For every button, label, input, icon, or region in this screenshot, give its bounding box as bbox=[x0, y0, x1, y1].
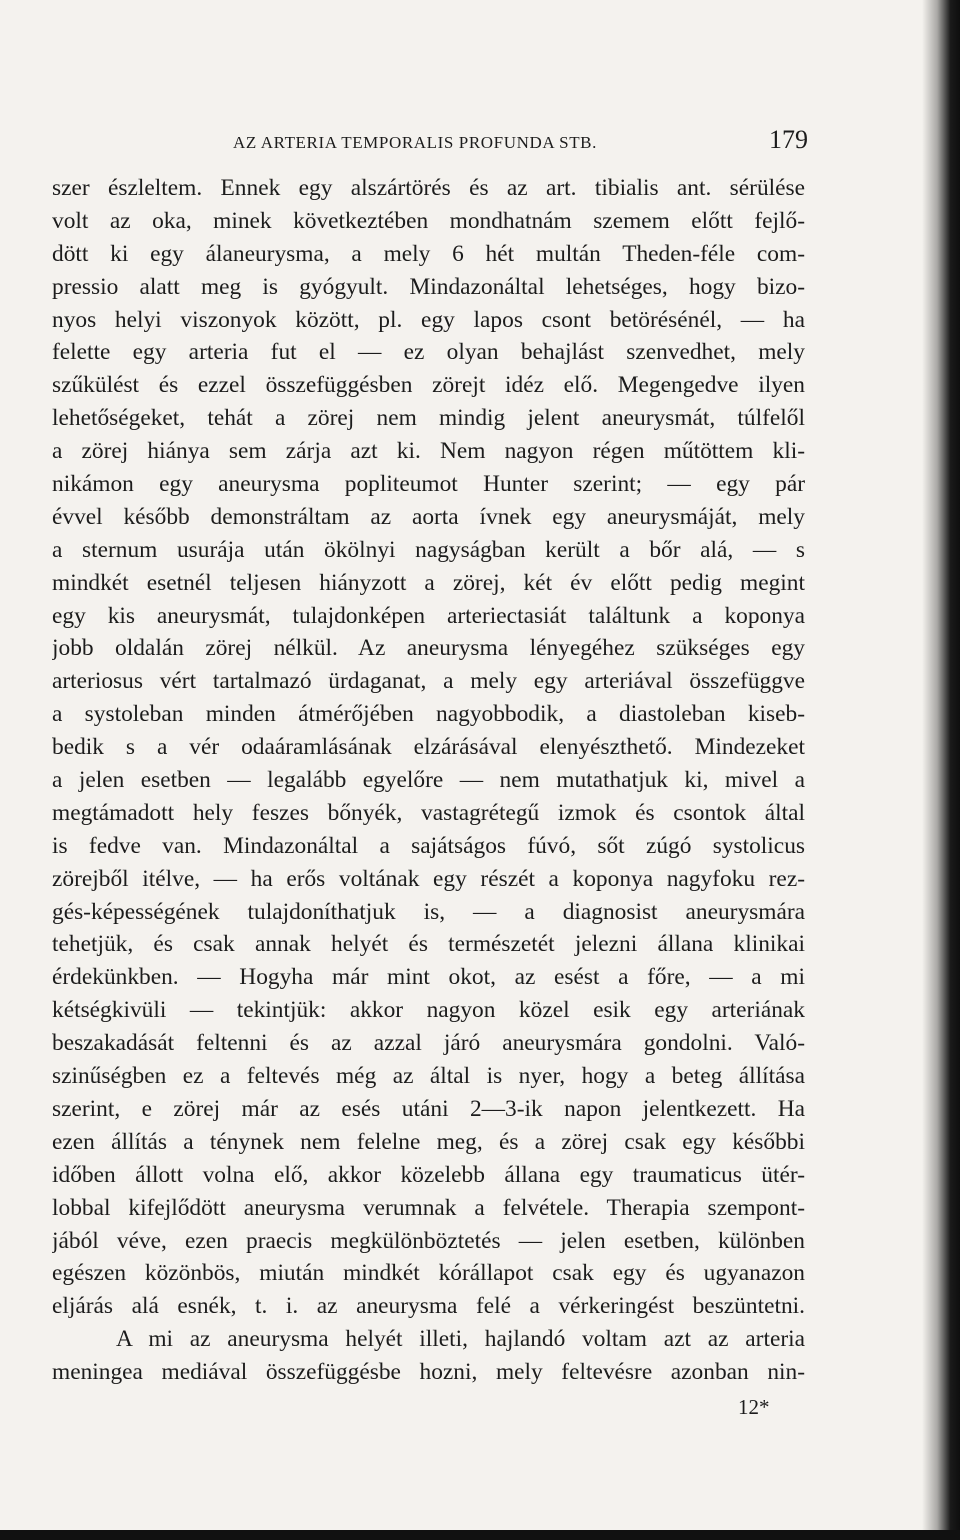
signature-mark: 12* bbox=[738, 1395, 770, 1420]
body-text bbox=[52, 172, 805, 1389]
text-line: arteriosus vért tartalmazó ürdaganat, a mely egy arteriával összefüggve bbox=[52, 668, 805, 695]
text-line: A mi az aneurysma helyét illeti, hajlandó voltam azt az arteria bbox=[116, 1326, 805, 1353]
text-line: egy kis aneurysmát, tulajdonképen arteriectasiát találtunk a koponya bbox=[52, 602, 805, 629]
text-line: kétségkivüli — tekintjük: akkor nagyon közel esik egy arteriának bbox=[52, 997, 805, 1024]
text-line: is fedve van. Mindazonáltal a sajátságos fúvó, sőt zúgó systolicus bbox=[52, 832, 805, 859]
text-line: a zörej hiánya sem zárja azt ki. Nem nagyon régen műtöttem kli- bbox=[52, 438, 805, 465]
page-number: 179 bbox=[769, 125, 808, 154]
text-line: a systoleban minden átmérőjében nagyobbodik, a diastoleban kiseb- bbox=[52, 701, 805, 728]
text-line: jából véve, ezen praecis megkülönböztetés — jelen esetben, különben bbox=[52, 1227, 805, 1254]
text-line: szinűségben ez a feltevés még az által is nyer, hogy a beteg állítása bbox=[52, 1063, 805, 1090]
text-line: érdekünkben. — Hogyha már mint okot, az esést a főre, — a mi bbox=[52, 964, 805, 991]
running-head: AZ ARTERIA TEMPORALIS PROFUNDA STB. bbox=[233, 133, 597, 152]
text-line: lehetőségeket, tehát a zörej nem mindig jelent aneurysmát, túlfelől bbox=[52, 405, 805, 432]
text-line: szerint, e zörej már az esés utáni 2—3-ik napon jelentkezett. Ha bbox=[52, 1095, 805, 1122]
text-line: pressio alatt meg is gyógyult. Mindazonáltal lehetséges, hogy bizo- bbox=[52, 273, 805, 300]
text-line: nyos helyi viszonyok között, pl. egy lapos csont betörésénél, — ha bbox=[52, 306, 805, 333]
page-edge-shadow bbox=[922, 0, 960, 1540]
text-line: évvel később demonstráltam az aorta ívnek egy aneurysmáját, mely bbox=[52, 503, 805, 530]
page-bottom-edge bbox=[0, 1530, 960, 1540]
text-line: bedik s a vér odaáramlásának elzárásával elenyészthető. Mindezeket bbox=[52, 734, 805, 761]
text-line: szer észleltem. Ennek egy alszártörés és az art. tibialis ant. sérülése bbox=[52, 175, 805, 201]
text-line: nikámon egy aneurysma popliteumot Hunter szerint; — egy pár bbox=[52, 471, 805, 498]
text-line: felette egy arteria fut el — ez olyan behajlást szenvedhet, mely bbox=[52, 339, 805, 366]
page-header bbox=[233, 125, 808, 157]
text-line: a sternum usurája után ökölnyi nagyságban került a bőr alá, — s bbox=[52, 536, 805, 563]
text-line: dött ki egy álaneurysma, a mely 6 hét multán Theden-féle com- bbox=[52, 240, 805, 267]
text-line: mindkét esetnél teljesen hiányzott a zörej, két év előtt pedig megint bbox=[52, 569, 805, 596]
text-line: zörejből itélve, — ha erős voltának egy részét a koponya nagyfoku rez- bbox=[52, 865, 805, 892]
text-line: a jelen esetben — legalább egyelőre — nem mutathatjuk ki, mivel a bbox=[52, 767, 805, 794]
text-line: eljárás alá esnék, t. i. az aneurysma felé a vérkeringést beszüntetni. bbox=[52, 1293, 805, 1320]
text-line: lobbal kifejlődött aneurysma verumnak a felvétele. Therapia szempont- bbox=[52, 1194, 805, 1221]
text-line: egészen közönbös, miután mindkét kórállapot csak egy és ugyanazon bbox=[52, 1260, 805, 1287]
text-line: tehetjük, és csak annak helyét és természetét jelezni állana klinikai bbox=[52, 931, 805, 958]
text-line: meningea mediával összefüggésbe hozni, mely feltevésre azonban nin- bbox=[52, 1359, 805, 1386]
text-line: beszakadását feltenni és az azzal járó aneurysmára gondolni. Való- bbox=[52, 1030, 805, 1057]
text-line: volt az oka, minek következtében mondhatnám szemem előtt fejlő- bbox=[52, 207, 805, 234]
text-line: jobb oldalán zörej nélkül. Az aneurysma lényegéhez szükséges egy bbox=[52, 635, 805, 662]
text-line: szűkülést és ezzel összefüggésben zörejt idéz elő. Megengedve ilyen bbox=[52, 372, 805, 399]
text-line: gés-képességének tulajdoníthatjuk is, — a diagnosist aneurysmára bbox=[52, 898, 805, 925]
text-line: időben állott volna elő, akkor közelebb állana egy traumaticus ütér- bbox=[52, 1161, 805, 1188]
text-line: ezen állítás a ténynek nem felelne meg, és a zörej csak egy későbbi bbox=[52, 1128, 805, 1155]
text-line: megtámadott hely feszes bőnyék, vastagrétegű izmok és csontok által bbox=[52, 799, 805, 826]
